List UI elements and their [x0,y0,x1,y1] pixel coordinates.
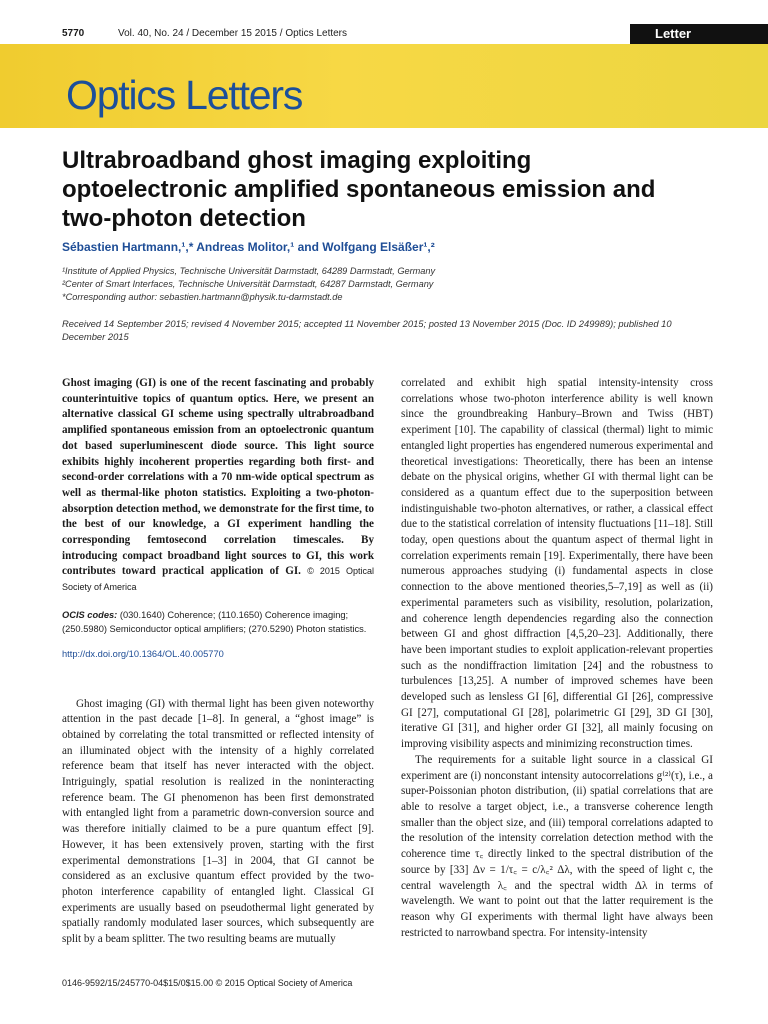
article-title: Ultrabroadband ghost imaging exploiting optoelectronic amplified spontaneous emission and two-photon detection [62,147,656,232]
affiliation-1: ¹Institute of Applied Physics, Technische Universität Darmstadt, 64289 Darmstadt, Germany [62,266,436,276]
top-bar [0,0,768,44]
footer-issn: 0146-9592/15/245770-04$15/0$15.00 © 2015 Optical Society of America [62,978,353,988]
body-paragraph-1: Ghost imaging (GI) with thermal light has been given noteworthy attention in the past decade [1–8]. In general, a “ghost image” is obtained by correlating the total transmitted or reflected intensity of an illuminated object with the intensity of a highly correlated reference beam that itself has never interacted with the object. Intriguingly, spatial resolution is realized in the noninteracting reference beam. The GI phenomenon has been first demonstrated with entangled light from a parametric down-conversion source and was therefore initially claimed to be a pure quantum effect [9]. However, it has been extensively proven, starting with the first experimental demonstrations [1–3] in 2004, that GI cannot be considered as an exclusive quantum effect provided by the two-photon interference capability of entangled light. Classical GI experiments are usually based on pseudothermal light generated by spatially randomly modulated laser sources, which subsequently are split by a beam splitter. The two resulting beams are mutually [62,697,374,946]
abstract-block [62,376,374,596]
abstract-copyright: © 2015 Optical Society of America [62,566,374,593]
ocis-label: OCIS codes: [62,609,118,620]
abstract: Ghost imaging (GI) is one of the recent fascinating and probably counterintuitive topics of quantum optics. Here, we present an alternative classical GI scheme using spectrally ultrabroadband amplified spontaneous emission from an optoelectronic quantum dot based superluminescent diode source. This light source exhibits highly incoherent properties regarding both first- and second-order correlations with a 70 nm-wide optical spectrum as well as thermal-like photon statistics. Exploiting a two-photon-absorption detection method, we demonstrate for the first time, to the best of our knowledge, a GI experiment handling the corresponding femtosecond correlation timescales. By introducing compact broadband light sources to GI, this work contributes toward practical application of GI. [62,377,374,578]
page-number: 5770 [62,28,85,39]
author-list: Sébastien Hartmann,¹,* Andreas Molitor,¹ and Wolfgang Elsäßer¹,² [62,240,435,254]
journal-title: Optics Letters [66,72,303,118]
doi-link[interactable]: http://dx.doi.org/10.1364/OL.40.005770 [62,648,224,659]
affiliation-2: ²Center of Smart Interfaces, Technische Universität Darmstadt, 64287 Darmstadt, Germany [62,279,434,289]
body-paragraph-3: The requirements for a suitable light source in a classical GI experiment are (i) nonconstant intensity autocorrelations g⁽²⁾(τ), i.e., a super-Poissonian photon distribution, (ii) spatial correlations that are able to resolve a target object, i.e., a transverse coherence length smaller than the object size, and (iii) temporal correlations adapted to the resolution of the intensity correlation detection method with the coherence time τ꜀ directly linked to the spectral distribution of the source by [33] Δν = 1/τ꜀ = c/λ꜀² Δλ, with the speed of light c, the central wavelength λ꜀ and the spectral width Δλ in terms of wavelength. We want to point out that the latter requirement is the reason why GI experiments with thermal light have always been restricted to narrowband spectra. For intensity-intensity [401,753,713,939]
right-column [401,376,713,941]
ocis-values: (030.1640) Coherence; (110.1650) Coherence imaging; (250.5980) Semiconductor optical amplifiers; (270.5290) Photon statistics. [62,609,367,635]
journal-citation: Vol. 40, No. 24 / December 15 2015 / Optics Letters [118,28,348,39]
body-paragraph-2: correlated and exhibit high spatial intensity-intensity cross correlations whose two-photon interference ability is well known since the groundbreaking Hanbury–Brown and Twiss (HBT) experiment [10]. The capability of classical (thermal) light to mimic entangled light properties has engendered numerous experimental and theoretical investigations: Theoretically, there has been an intense debate on the physical origins, whether GI with thermal light can be considered as a quantum effect due to the superposition between indistinguishable two-photon alternatives, or rather, a classical effect due to the statistical correlation of intensity fluctuations [11–18]. Still today, open questions about the quantum aspect of thermal light in correlation experiments remain [19]. Experimentally, there have been numerous approaches studying (i) fundamental aspects in close connection to the above mentioned theories,5–7,19] as well as (ii) experimental parameters such as visibility, resolution, polarization, and coherence length dependencies regarding also the connection between GI and ghost diffraction [4,5,20–23]. Additionally, there have been important studies to exploit application-relevant properties such as the nondiffraction limitation [24] and the robustness to turbulences [13,25]. A number of improved schemes have been developed such as lensless GI [6], differential GI [26], compressive GI [27], computational GI [28], polarimetric GI [29], 3D GI [30], iterative GI [31], and higher order GI [32], all mainly focusing on improving visibility aspects and minimizing reconstruction times. [401,377,713,751]
corresponding-author: *Corresponding author: sebastien.hartmann@physik.tu-darmstadt.de [62,292,343,302]
article-type-label: Letter [655,26,692,41]
article-type-tab [630,24,768,44]
received-dates: Received 14 September 2015; revised 4 November 2015; accepted 11 November 2015; posted 13 November 2015 (Doc. ID 249989); published 10 December 2015 [62,318,672,342]
left-column [62,376,374,948]
ocis-codes [62,608,374,637]
